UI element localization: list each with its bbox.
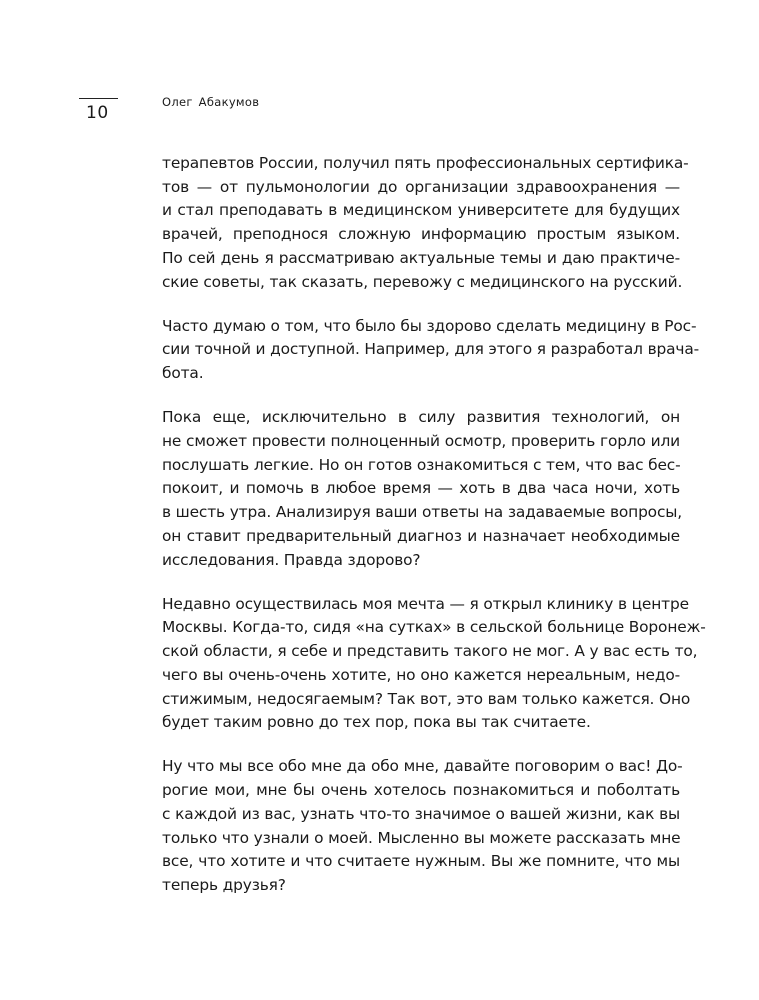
paragraph-1 [162,152,689,294]
text-line: ские советы, так сказать, перевожу с медицинского на русский. [162,272,683,291]
text-line: послушать легкие. Но он готов ознакомиться с тем, что вас бес- [162,455,681,474]
body-text [162,152,706,918]
text-line: будет таким ровно до тех пор, пока вы так считаете. [162,713,591,732]
text-line: он ставит предварительный диагноз и назначает необходимые [162,526,680,545]
paragraph-3 [162,406,683,572]
text-line: бота. [162,364,204,383]
text-line: рогие мои, мне бы очень хотелось познакомиться и поболтать [162,781,680,800]
running-head-author: Олег Абакумов [162,95,260,109]
text-line: Москвы. Когда-то, сидя «на сутках» в сельской больнице Воронеж- [162,618,706,637]
text-line: терапевтов России, получил пять профессиональных сертифика- [162,154,689,172]
text-line: все, что хотите и что считаете нужным. Вы же помните, что мы [162,852,680,871]
text-line: только что узнали о моей. Мысленно вы можете рассказать мне [162,828,681,847]
text-line: Ну что мы все обо мне да обо мне, давайте поговорим о вас! До- [162,757,683,776]
text-line: стижимым, недосягаемым? Так вот, это вам только кажется. Оно [162,689,691,708]
text-line: и стал преподавать в медицинском университете для будущих [162,201,680,220]
text-line: в шесть утра. Анализируя ваши ответы на задаваемые вопросы, [162,503,683,522]
text-line: покоит, и помочь в любое время — хоть в два часа ночи, хоть [162,479,680,498]
text-line: чего вы очень-очень хотите, но оно кажется нереальным, недо- [162,665,680,684]
text-line: тов — от пульмонологии до организации здравоохранения — [162,177,680,196]
text-line: Часто думаю о том, что было бы здорово сделать медицину в Рос- [162,316,697,335]
text-line: теперь друзья? [162,875,286,894]
text-line: врачей, преподнося сложную информацию простым языком. [162,225,680,244]
text-line: не сможет провести полноценный осмотр, проверить горло или [162,432,680,451]
text-line: Пока еще, исключительно в силу развития технологий, он [162,408,680,427]
page-number: 10 [86,103,109,123]
paragraph-5 [162,755,683,897]
text-line: исследования. Правда здорово? [162,550,421,569]
text-line: с каждой из вас, узнать что-то значимое о вашей жизни, как вы [162,804,680,823]
paragraph-2 [162,315,700,386]
text-line: По сей день я рассматриваю актуальные темы и даю практиче- [162,248,680,267]
text-line: сии точной и доступной. Например, для этого я разработал врача- [162,340,700,359]
header-rule [79,98,118,99]
text-line: Недавно осуществилась моя мечта — я открыл клинику в центре [162,594,689,613]
text-line: ской области, я себе и представить такого не мог. А у вас есть то, [162,642,698,661]
paragraph-4 [162,593,706,735]
